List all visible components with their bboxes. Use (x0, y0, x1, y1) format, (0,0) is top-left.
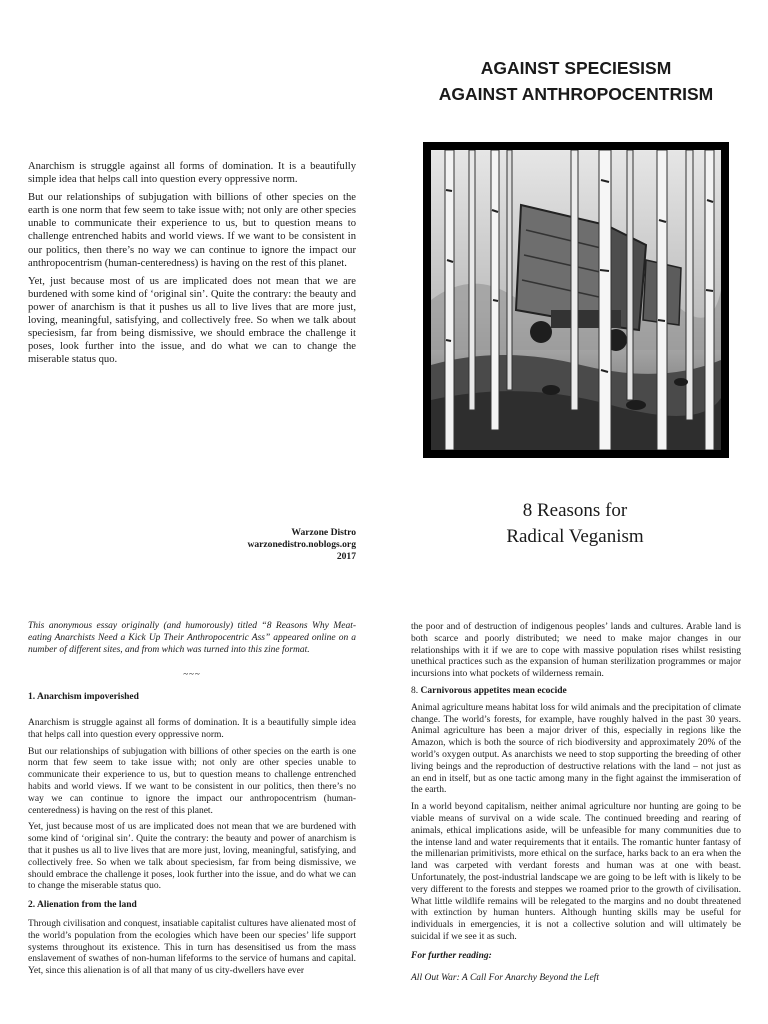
section-heading (411, 686, 741, 698)
further-reading-label: For further reading: (411, 950, 492, 961)
cover-title (390, 55, 762, 107)
body-paragraph: But our relationships of subjugation with billions of other species on the earth is one norm that few seem to take issue with; not only are other species unable to communicate their experience to us, but to question means to challenge entrenched habits and world views. If we want to be consistent in our politics, then there’s no way we can continue to ignore the impact our anthropocentrism (human-centeredness) is having on the rest of this planet. (28, 746, 356, 816)
publisher-website: warzonedistro.noblogs.org (247, 539, 356, 550)
cover-title-line: AGAINST SPECIESISM (480, 58, 672, 78)
back-cover-paragraph: But our relationships of subjugation with billions of other species on the earth is one norm that few seem to take issue with; not only are other species unable to communicate their experience to us, but to question means to challenge entrenched habits and world views. If we want to be consistent in our politics, then there’s no way we can continue to ignore the impact our anthropocentrism (human-centeredness) is having on the rest of this planet. (28, 192, 356, 269)
body-paragraph: Yet, just because most of us are implicated does not mean that we are burdened with some kind of ‘original sin’. Quite the contrary: the beauty and power of anarchism is that it pushes us all to live lives that are more just, loving, meaningful, satisfying, and collectively free. So when we talk about speciesism, far from being dismissive, we should embrace the challenge it poses, look further into the issue, and do what we can to change the miserable status quo. (28, 822, 356, 892)
cover-subtitle (420, 498, 730, 550)
section-heading: 1. Anarchism impoverished (28, 692, 139, 703)
section-separator: ~~~ (183, 669, 201, 680)
cover-title-line: AGAINST ANTHROPOCENTRISM (438, 84, 714, 104)
cover-subtitle-line: 8 Reasons for (522, 500, 628, 521)
body-paragraph: Animal agriculture means habitat loss for wild animals and the precipitation of climate change. The world’s forests, for example, have roughly halved in the past 30 years. Animal agriculture has been a major driver of this, especially in regions like the Amazon, which is both the source of rich biodiversity and approximately 20% of the world’s oxygen output. As anarchists we need to stop supporting the breeding of other living beings and the reproduction of destructive relations with the land – not just as an end in itself, but as one tactic among many in the fight against the immiseration of the earth. (411, 702, 741, 796)
body-paragraph: In a world beyond capitalism, neither animal agriculture nor hunting are going to be viable means of survival on a wide scale. The continued breeding and rearing of animals, ethical implications aside, will be unfeasible for many communities due to the intense land and water requirements that it entails. The romantic hunter fantasy of the millenarian primitivists, more ethical on the surface, harks back to an era when the land was carpeted with verdant forests and human was at one with beast. Unfortunately, the post-industrial landscape we are going to be left with is likely to be very different to the forests and steppes we roamed prior to the growth of civilisation. What little wildlife remains will be relegated to the margins and no doubt threatened with extinction by human hunters. Although hunting skills may be useful for individuals in emergencies, it is not a collective solution and will ultimately be suicidal if we see it as such. (411, 802, 741, 942)
publication-year: 2017 (336, 551, 356, 562)
section-number: 8. (411, 685, 421, 696)
intro-note: This anonymous essay originally (and humorously) titled “8 Reasons Why Meat-eating Anarchists Need a Kick Up Their Anthropocentric Ass” appeared online on a number of different sites, and from which was turned into this zine format. (28, 621, 356, 655)
body-paragraph: the poor and of destruction of indigenous peoples’ lands and cultures. Arable land is both scarce and poorly distributed; we need to make major changes in our relationships with it if we are to cope with massive population rises whilst resisting unethical practices such as the expansion of human sterilization programmes or major incursions into what pockets of wilderness remain. (411, 622, 741, 680)
body-paragraph: Through civilisation and conquest, insatiable capitalist cultures have alienated most of the world’s population from the ecologies which have been our species’ life support systems throughout its existence. This in turn has desensitised us from the mass enslavement of swathes of non-human lifeforms to the service of humans and capital. Yet, since this alienation is of all that many of us city-dwellers have ever (28, 918, 356, 977)
section-title: Carnivorous appetites mean ecocide (420, 685, 567, 696)
cover-subtitle-line: Radical Veganism (506, 526, 644, 547)
body-paragraph: Anarchism is struggle against all forms of domination. It is a beautifully simple idea that helps call into question every oppressive norm. (28, 717, 356, 740)
section-heading: 2. Alienation from the land (28, 900, 137, 911)
essay-page-right (411, 622, 741, 984)
publisher-credits (180, 527, 356, 563)
back-cover-text (28, 160, 356, 366)
publisher-name: Warzone Distro (291, 527, 356, 538)
cover-illustration-frame (423, 142, 729, 458)
further-reading-item: All Out War: A Call For Anarchy Beyond the Left (411, 972, 599, 983)
essay-page-left (28, 621, 356, 978)
forest-truck-illustration-icon (431, 150, 721, 450)
back-cover-paragraph: Yet, just because most of us are implicated does not mean that we are burdened with some kind of ‘original sin’. Quite the contrary: the beauty and power of anarchism is that it pushes us all to live lives that are more just, loving, meaningful, satisfying, and collectively free. So when we talk about speciesism, far from being dismissive, we should embrace the challenge it poses, look further into the issue, and do what we can to change the miserable status quo. (28, 275, 356, 366)
back-cover-paragraph: Anarchism is struggle against all forms of domination. It is a beautifully simple idea that helps call into question every oppressive norm. (28, 161, 356, 186)
